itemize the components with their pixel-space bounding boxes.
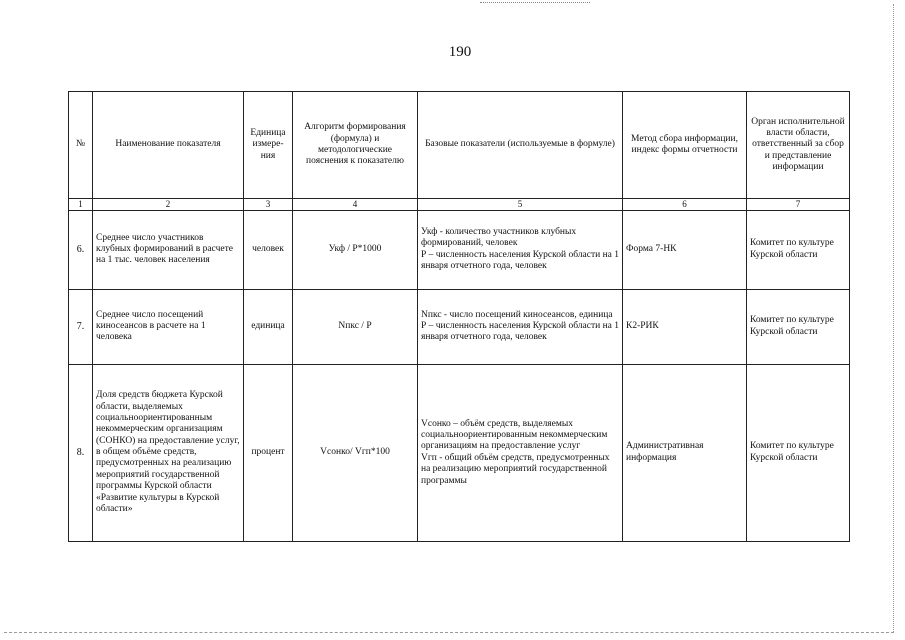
page-number: 190 <box>448 44 472 60</box>
scan-edge-top <box>480 2 590 3</box>
base-indicators <box>418 364 623 541</box>
header-row <box>69 92 850 199</box>
column-number: 4 <box>293 199 418 211</box>
collection-method: Административная информация <box>623 364 747 541</box>
header-algorithm: Алгоритм формирования (формула) и методологические пояснения к показателю <box>293 92 418 199</box>
column-number: 6 <box>623 199 747 211</box>
column-number: 7 <box>747 199 850 211</box>
header-unit: Единица измере-ния <box>244 92 293 199</box>
header-no: № <box>69 92 93 199</box>
column-number: 3 <box>244 199 293 211</box>
row-number: 6. <box>69 210 93 289</box>
column-number-row <box>69 199 850 211</box>
unit: процент <box>244 364 293 541</box>
header-collection-method: Метод сбора информации, индекс формы отчетности <box>623 92 747 199</box>
indicators-table <box>68 91 850 542</box>
collection-method: К2-РИК <box>623 289 747 364</box>
base-indicator-line: Укф - количество участников клубных формирований, человек <box>421 227 577 249</box>
responsible-body: Комитет по культуре Курской области <box>747 210 850 289</box>
column-number: 5 <box>418 199 623 211</box>
column-number: 1 <box>69 199 93 211</box>
scan-edge-bottom <box>4 632 894 633</box>
base-indicator-line: Р – численность населения Курской области на 1 января отчетного года, человек <box>421 321 620 343</box>
unit: единица <box>244 289 293 364</box>
base-indicator-line: Nпкс - число посещений киносеансов, единица <box>421 309 613 320</box>
base-indicators <box>418 289 623 364</box>
header-base-indicators: Базовые показатели (используемые в формуле) <box>418 92 623 199</box>
table-row <box>69 289 850 364</box>
algorithm-formula: Укф / Р*1000 <box>293 210 418 289</box>
base-indicators <box>418 210 623 289</box>
responsible-body: Комитет по культуре Курской области <box>747 364 850 541</box>
column-number: 2 <box>93 199 244 211</box>
unit: человек <box>244 210 293 289</box>
indicator-name: Среднее число участников клубных формирований в расчете на 1 тыс. человек населения <box>93 210 244 289</box>
indicator-name: Доля средств бюджета Курской области, выделяемых социальноориентированным некоммерческим организациям (СОНКО) на предоставление услуг, в общем объёме средств, предусмотренных на реализацию мероприятий государственной программы Курской области «Развитие культуры в Курской области» <box>93 364 244 541</box>
indicator-name: Среднее число посещений киносеансов в расчете на 1 человека <box>93 289 244 364</box>
algorithm-formula: Nпкс / Р <box>293 289 418 364</box>
table-row <box>69 210 850 289</box>
header-responsible-body: Орган исполнительной власти области, ответственный за сбор и представление информации <box>747 92 850 199</box>
scan-edge-right <box>893 4 894 632</box>
header-indicator-name: Наименование показателя <box>93 92 244 199</box>
responsible-body: Комитет по культуре Курской области <box>747 289 850 364</box>
algorithm-formula: Vсонко/ Vгп*100 <box>293 364 418 541</box>
row-number: 7. <box>69 289 93 364</box>
base-indicator-line: Р – численность населения Курской области на 1 января отчетного года, человек <box>421 249 620 272</box>
row-number: 8. <box>69 364 93 541</box>
collection-method: Форма 7-НК <box>623 210 747 289</box>
base-indicator-line: Vгп - общий объём средств, предусмотренных на реализацию мероприятий государственной программы <box>421 452 610 486</box>
base-indicator-line: Vсонко – объём средств, выделяемых социальноориентированным некоммерческим организациям на предоставление услуг <box>421 418 608 452</box>
table-row <box>69 364 850 541</box>
